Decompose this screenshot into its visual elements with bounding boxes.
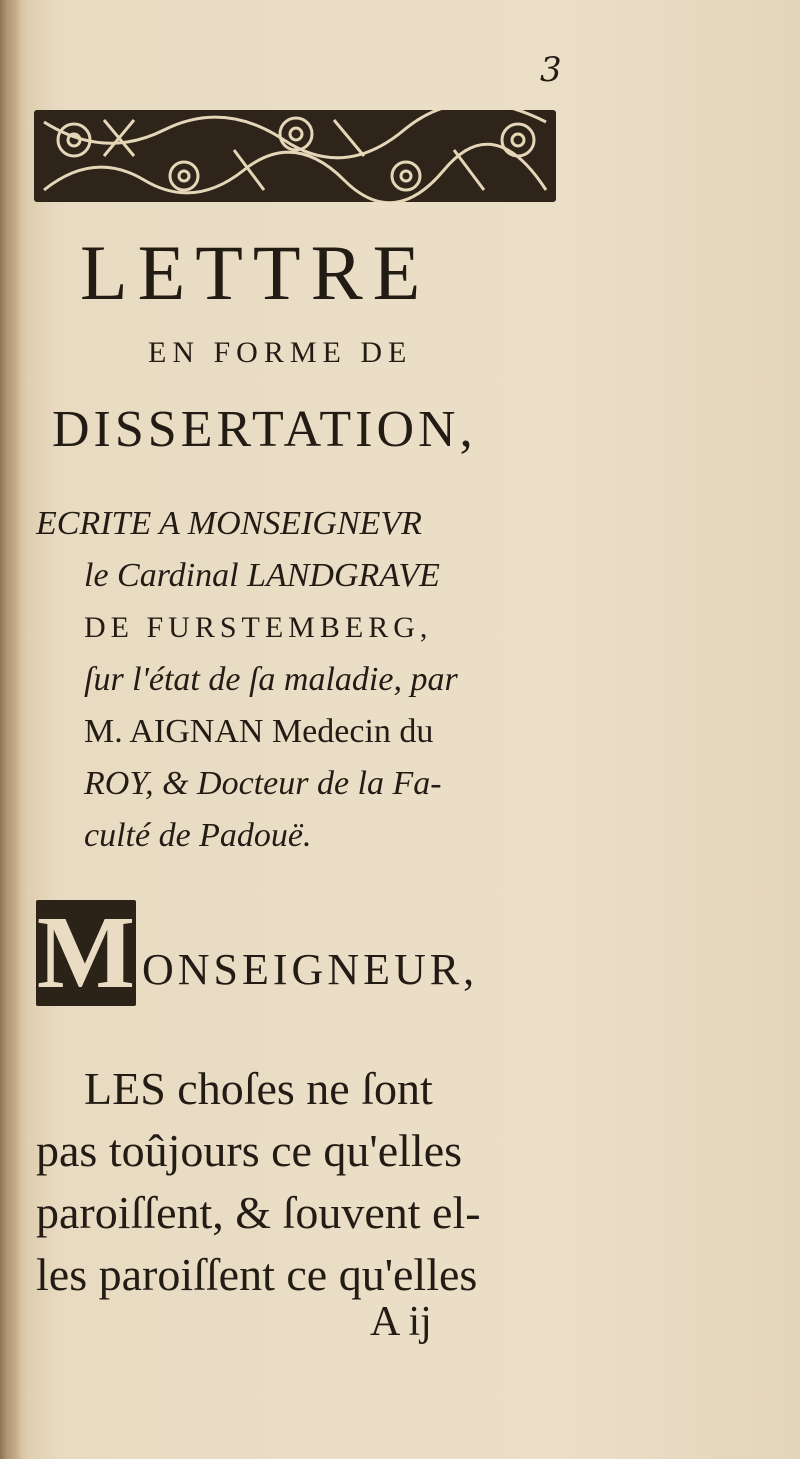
- subtitle-line: M. AIGNAN Medecin du: [84, 713, 434, 750]
- headpiece-ornament: [34, 110, 556, 202]
- body-text: [36, 1058, 576, 1306]
- decorated-initial: [36, 895, 136, 1010]
- body-line: LES choſes ne ſont: [84, 1063, 433, 1114]
- subtitle-line: ECRITE A MONSEIGNEVR: [36, 505, 422, 542]
- page-binding-edge: [0, 0, 22, 1459]
- subtitle-line: ſur l'état de ſa maladie, par: [84, 661, 458, 698]
- body-line: paroiſſent, & ſouvent el-: [36, 1187, 481, 1238]
- subtitle-line: culté de Padouë.: [84, 817, 312, 854]
- floral-ornament-icon: [34, 110, 556, 202]
- body-line: les paroiſſent ce qu'elles: [36, 1249, 478, 1300]
- initial-letter: M: [36, 895, 136, 1010]
- signature-mark: A ij: [370, 1299, 432, 1345]
- subtitle-line: DE FURSTEMBERG,: [84, 611, 433, 644]
- body-line: pas toûjours ce qu'elles: [36, 1125, 463, 1176]
- title-en-forme-de: EN FORME DE: [148, 336, 413, 369]
- subtitle-line: ROY, & Docteur de la Fa-: [84, 765, 442, 802]
- title-lettre: LETTRE: [80, 229, 431, 316]
- subtitle-block: [36, 498, 596, 862]
- salutation: ONSEIGNEUR,: [142, 945, 479, 994]
- page-number: 3: [540, 50, 562, 90]
- title-dissertation: DISSERTATION,: [52, 401, 477, 458]
- subtitle-line: le Cardinal LANDGRAVE: [84, 557, 440, 594]
